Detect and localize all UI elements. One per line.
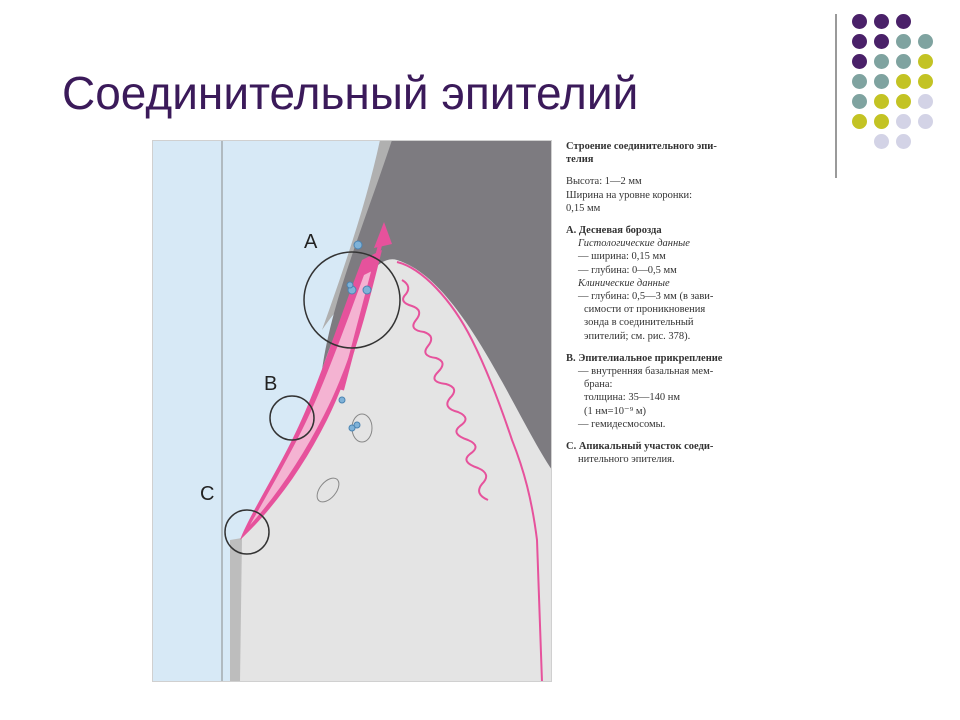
- dot-teal: [874, 74, 889, 89]
- notes-height: Высота: 1—2 мм: [566, 176, 642, 188]
- notes-a-hist: Гистологические данные: [578, 238, 690, 250]
- dot-olive: [918, 74, 933, 89]
- notes-b-title: В. Эпителиальное прикрепление: [566, 352, 723, 364]
- figure-notes: [566, 140, 762, 466]
- notes-width: Ширина на уровне коронки:: [566, 189, 693, 201]
- dot-olive: [896, 74, 911, 89]
- dot-purple: [896, 14, 911, 29]
- cell: [354, 241, 362, 249]
- dot-olive: [874, 114, 889, 129]
- notes-b-4: (1 нм=10⁻⁹ м): [584, 405, 647, 417]
- dot-lavender: [918, 114, 933, 129]
- dot-purple: [874, 34, 889, 49]
- decorative-dot-grid: [852, 14, 948, 164]
- label-c: C: [200, 483, 215, 505]
- label-a: A: [304, 231, 318, 253]
- notes-b-5: — гемидесмосомы.: [578, 418, 666, 430]
- dot-teal: [896, 34, 911, 49]
- notes-c-2: нительного эпителия.: [578, 454, 675, 466]
- notes-b-1: — внутренняя базальная мем-: [578, 366, 714, 378]
- dot-olive: [852, 114, 867, 129]
- dot-lavender: [918, 94, 933, 109]
- dot-olive: [918, 54, 933, 69]
- notes-a-clin: Клинические данные: [578, 277, 670, 289]
- dot-purple: [874, 14, 889, 29]
- notes-b-2: брана:: [584, 379, 613, 391]
- notes-c-title: С. Апикальный участок соеди-: [566, 441, 714, 453]
- notes-heading: Строение соединительного эпи-: [566, 141, 717, 152]
- cell: [347, 282, 353, 288]
- cell: [363, 286, 371, 294]
- dot-teal: [874, 54, 889, 69]
- notes-a-clin-2: симости от проникновения: [584, 304, 706, 316]
- divider-line: [835, 14, 837, 178]
- dot-teal: [852, 74, 867, 89]
- dot-olive: [896, 94, 911, 109]
- cell: [349, 425, 355, 431]
- notes-a-hist-1: — ширина: 0,15 мм: [578, 251, 666, 263]
- notes-a-clin-4: эпителий; см. рис. 378).: [584, 330, 691, 342]
- notes-b-3: толщина: 35—140 нм: [584, 392, 680, 404]
- cementum-strip: [230, 538, 242, 682]
- dot-teal: [852, 94, 867, 109]
- cell: [339, 397, 345, 403]
- notes-a-clin-3: зонда в соединительный: [584, 317, 694, 329]
- notes-a-title: А. Десневая борозда: [566, 225, 662, 237]
- dot-olive: [874, 94, 889, 109]
- dot-teal: [918, 34, 933, 49]
- notes-a-clin-1: — глубина: 0,5—3 мм (в зави-: [578, 291, 714, 303]
- dot-lavender: [896, 114, 911, 129]
- slide-title: Соединительный эпителий: [62, 67, 639, 119]
- notes-width-value: 0,15 мм: [566, 202, 601, 214]
- notes-a-hist-2: — глубина: 0—0,5 мм: [578, 264, 677, 276]
- dot-lavender: [896, 134, 911, 149]
- notes-heading-cont: телия: [566, 154, 594, 166]
- dot-teal: [896, 54, 911, 69]
- dot-lavender: [874, 134, 889, 149]
- dot-purple: [852, 14, 867, 29]
- dot-purple: [852, 34, 867, 49]
- label-b: B: [264, 373, 278, 395]
- junctional-epithelium-illustration: [152, 140, 552, 682]
- dot-purple: [852, 54, 867, 69]
